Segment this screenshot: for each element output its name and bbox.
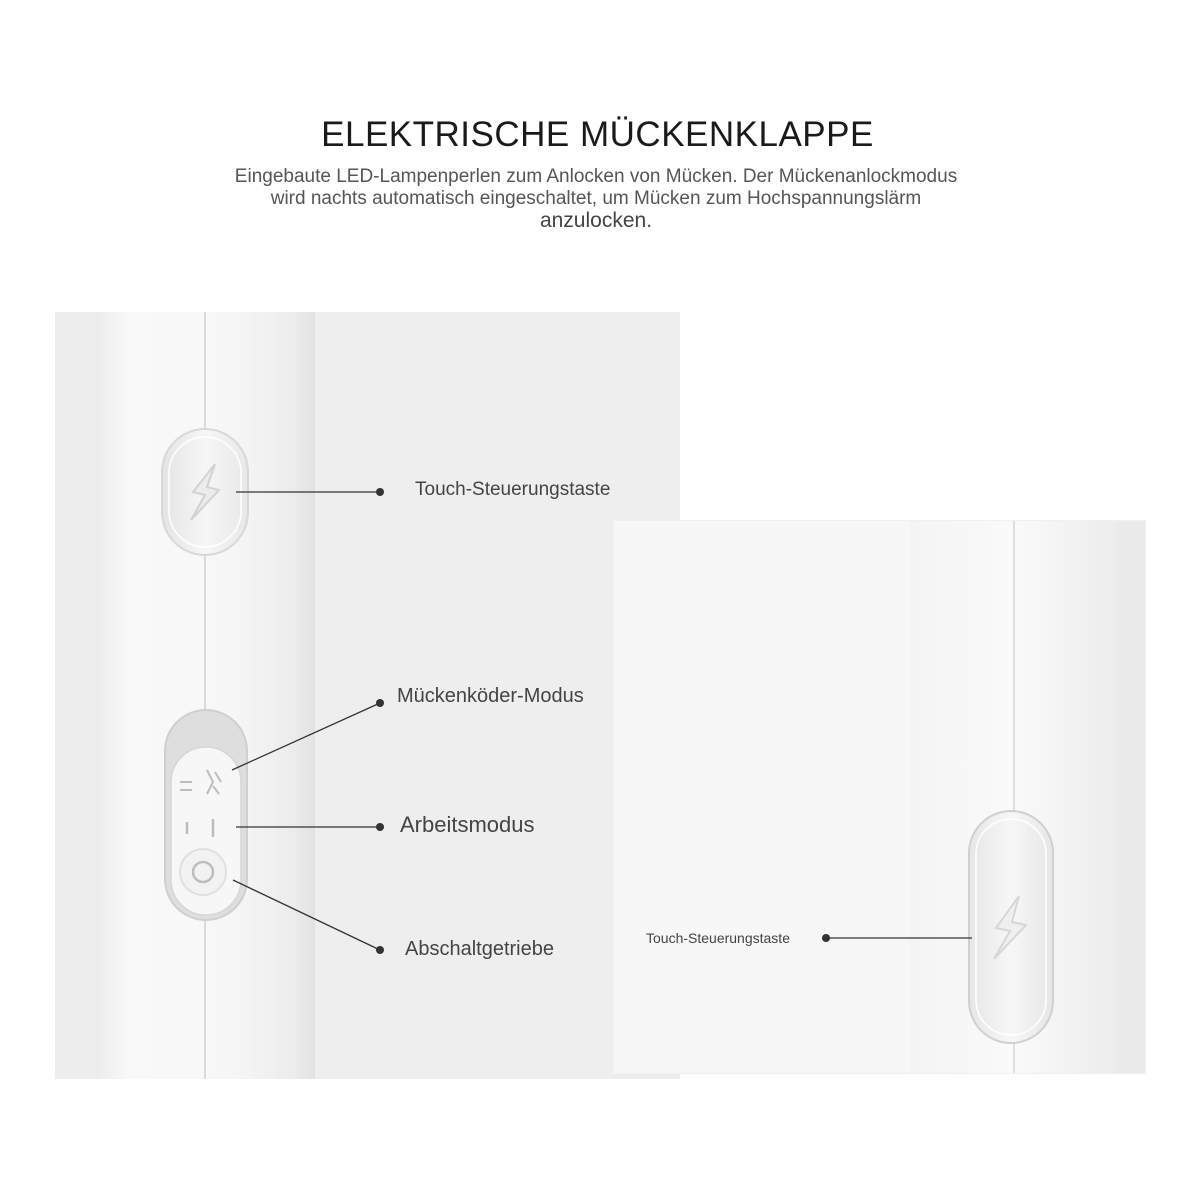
subtitle-line-1: Eingebaute LED-Lampenperlen zum Anlocken von Mücken. Der Mückenanlockmodus bbox=[234, 166, 958, 187]
product-photo-right bbox=[614, 521, 1145, 1073]
page-title: ELEKTRISCHE MÜCKENKLAPPE bbox=[321, 115, 874, 155]
callout-shutdown-gear: Abschaltgetriebe bbox=[405, 938, 554, 960]
subtitle-line-3: anzulocken. bbox=[539, 209, 653, 232]
callout-mosquito-lure-mode: Mückenköder-Modus bbox=[397, 685, 584, 707]
product-photo-left bbox=[55, 312, 680, 1079]
off-circle-icon bbox=[180, 849, 226, 895]
mode-slider-switch[interactable] bbox=[165, 710, 247, 920]
touch-control-button[interactable] bbox=[162, 429, 248, 555]
callout-work-mode: Arbeitsmodus bbox=[400, 812, 535, 837]
callout-touch-control-2: Touch-Steuerungstaste bbox=[646, 930, 790, 946]
callout-touch-control-1: Touch-Steuerungstaste bbox=[415, 479, 611, 500]
page-subtitle bbox=[180, 166, 1012, 232]
subtitle-line-2: wird nachts automatisch eingeschaltet, um Mücken zum Hochspannungslärm bbox=[270, 188, 922, 209]
touch-control-button-right[interactable] bbox=[969, 811, 1053, 1043]
